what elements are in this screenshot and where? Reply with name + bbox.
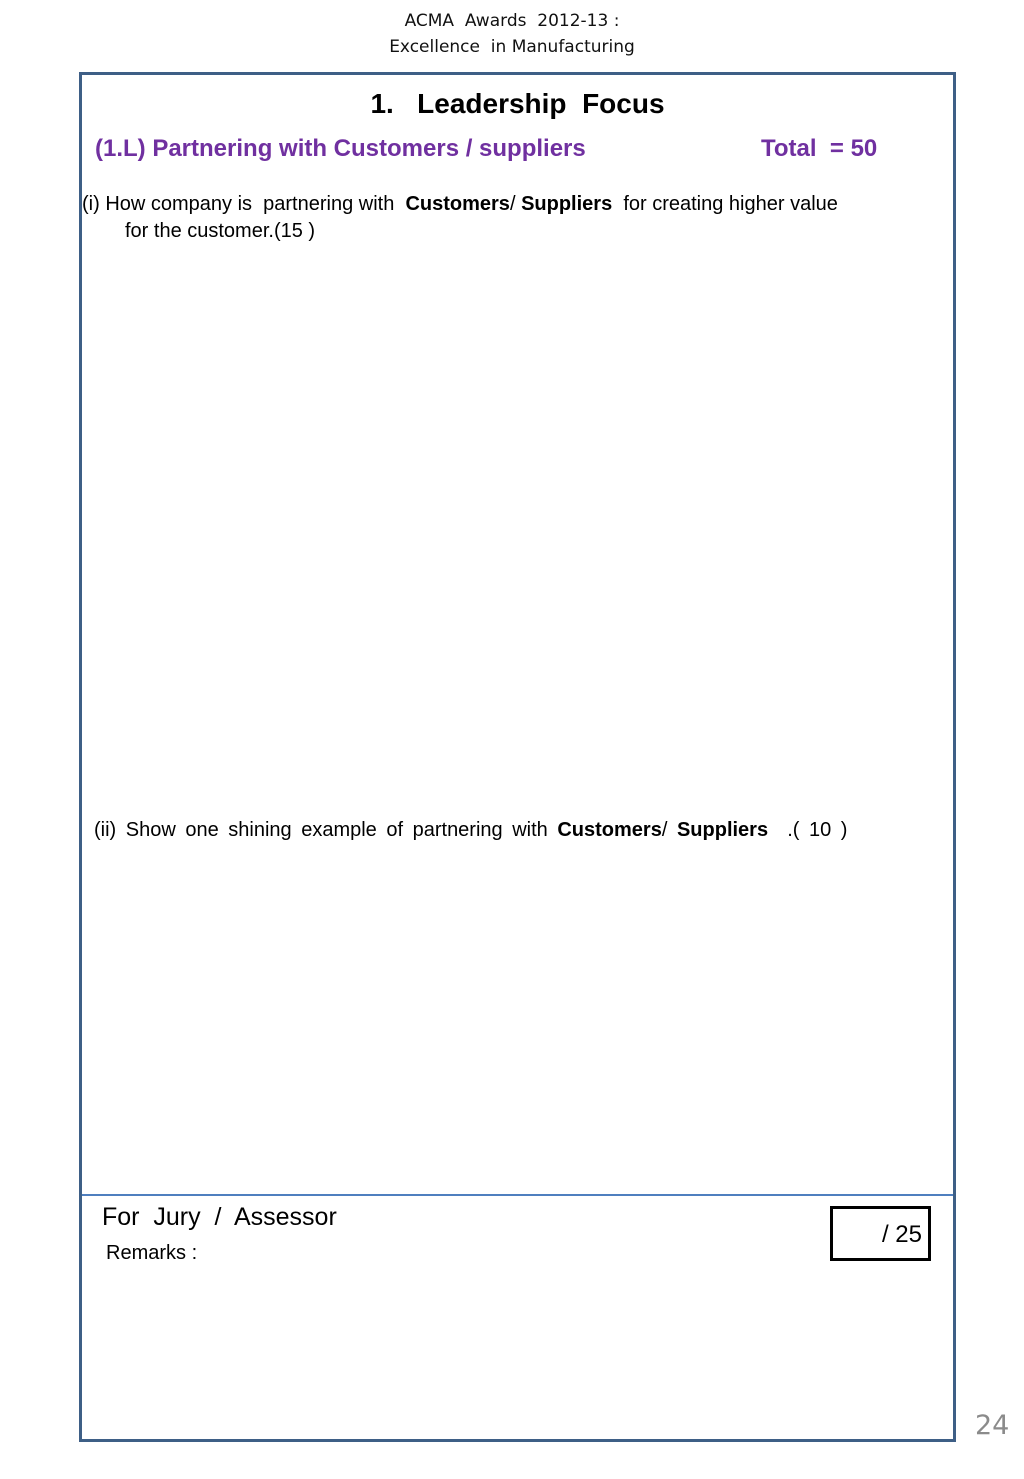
score-box[interactable] xyxy=(830,1206,931,1261)
question-2-suffix: .( 10 ) xyxy=(768,819,848,841)
question-1-prefix: (i) How company is partnering with xyxy=(82,193,406,215)
jury-title: For Jury / Assessor xyxy=(102,1203,337,1231)
question-2-slash: / xyxy=(661,819,677,841)
section-title: 1. Leadership Focus xyxy=(370,88,665,119)
subsection-label: (1.L) Partnering with Customers / suppliers xyxy=(95,135,586,162)
question-2-customers: Customers xyxy=(557,819,662,841)
header-award-category: Excellence in Manufacturing xyxy=(389,37,635,57)
subsection-total: Total = 50 xyxy=(761,135,878,162)
question-2-suppliers: Suppliers xyxy=(676,819,769,841)
page-number: 24 xyxy=(975,1410,1010,1441)
header-award-title: ACMA Awards 2012-13 : xyxy=(404,11,620,31)
question-2-prefix: (ii) Show one shining example of partnering with xyxy=(94,819,558,841)
question-1-line1 xyxy=(82,191,948,218)
form-frame xyxy=(79,72,956,1442)
question-2 xyxy=(94,817,847,844)
remarks-label: Remarks : xyxy=(106,1242,198,1264)
question-1-customers: Customers xyxy=(405,193,510,215)
question-1-line2: for the customer.(15 ) xyxy=(125,220,316,242)
question-1 xyxy=(82,191,948,245)
question-1-suffix: for creating higher value xyxy=(612,193,838,215)
page-header xyxy=(0,8,1024,60)
jury-divider xyxy=(82,1194,953,1196)
question-1-slash: / xyxy=(509,193,522,215)
question-1-suppliers: Suppliers xyxy=(521,193,613,215)
score-value: / 25 xyxy=(881,1221,922,1248)
